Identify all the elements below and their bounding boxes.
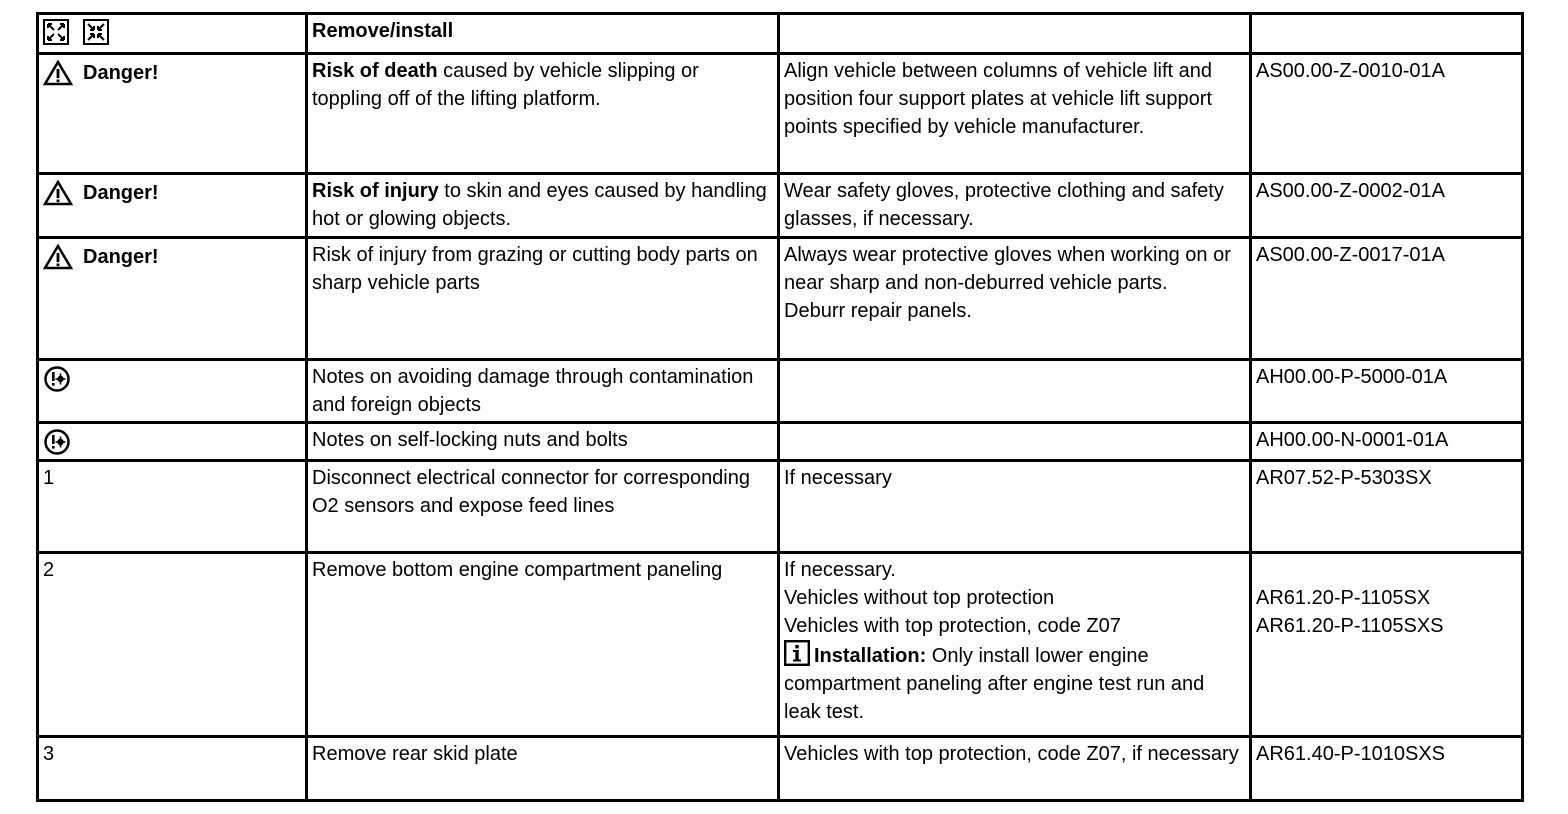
- table-row: [38, 461, 1523, 553]
- action-text: Deburr repair panels.: [784, 300, 972, 322]
- risk-cell: [307, 238, 779, 360]
- action-cell: [779, 423, 1251, 461]
- reference-link[interactable]: AH00.00-N-0001-01A: [1256, 429, 1449, 451]
- action-cell: [779, 737, 1251, 801]
- danger-label: Danger!: [83, 62, 159, 84]
- action-text: Always wear protective gloves when working on or near sharp and non-deburred vehicle parts.: [784, 244, 1231, 294]
- risk-text: caused by vehicle slipping or toppling off of the lifting platform.: [312, 60, 699, 110]
- reference-link[interactable]: AR61.20-P-1105SXS: [1256, 615, 1444, 637]
- step-number-cell: [38, 737, 307, 801]
- action-text: If necessary.: [784, 559, 896, 581]
- table-row: [38, 238, 1523, 360]
- reference-cell: [1251, 553, 1523, 737]
- warning-triangle-icon: [43, 244, 73, 270]
- reference-link[interactable]: AH00.00-P-5000-01A: [1256, 366, 1448, 388]
- hazard-cell: [38, 174, 307, 238]
- action-text: Align vehicle between columns of vehicle lift and position four support plates at vehicle lift support points specified by vehicle manufacturer.: [784, 60, 1213, 138]
- notice-icon: [43, 365, 71, 393]
- description-text: Notes on avoiding damage through contamination and foreign objects: [312, 366, 754, 416]
- reference-link[interactable]: AS00.00-Z-0017-01A: [1256, 244, 1446, 266]
- description-cell: [307, 553, 779, 737]
- step-number: 1: [43, 467, 55, 489]
- risk-text: to skin and eyes caused by handling hot or glowing objects.: [312, 180, 767, 230]
- gear-icon: [83, 19, 109, 45]
- notice-icon: [43, 428, 71, 456]
- action-cell: [779, 238, 1251, 360]
- gear-icon: [43, 19, 69, 45]
- action-cell: [779, 360, 1251, 423]
- action-text: Vehicles with top protection, code Z07, if necessary: [784, 743, 1239, 765]
- action-text: If necessary: [784, 467, 892, 489]
- table-row: [38, 174, 1523, 238]
- description-cell: [307, 737, 779, 801]
- description-text: Disconnect electrical connector for corresponding O2 sensors and expose feed lines: [312, 467, 750, 517]
- reference-link[interactable]: AS00.00-Z-0002-01A: [1256, 180, 1446, 202]
- risk-cell: [307, 54, 779, 174]
- table-row: [38, 360, 1523, 423]
- description-cell: [307, 461, 779, 553]
- action-cell: [779, 461, 1251, 553]
- installation-label: Installation:: [814, 645, 927, 667]
- installation-text: Only install lower engine compartment paneling after engine test run and leak test.: [784, 645, 1205, 723]
- hazard-cell: [38, 54, 307, 174]
- notice-cell: [38, 423, 307, 461]
- reference-link[interactable]: AR07.52-P-5303SX: [1256, 467, 1432, 489]
- installation-note: [784, 640, 1245, 726]
- reference-link[interactable]: AR61.20-P-1105SX: [1256, 587, 1431, 609]
- description-cell: [307, 360, 779, 423]
- action-text: Vehicles with top protection, code Z07: [784, 615, 1121, 637]
- table-row: [38, 54, 1523, 174]
- notice-cell: [38, 360, 307, 423]
- risk-bold: Risk of injury: [312, 180, 439, 202]
- action-cell: [779, 553, 1251, 737]
- warning-triangle-icon: [43, 60, 73, 86]
- header-title-cell: [307, 14, 779, 54]
- info-icon: [784, 640, 810, 666]
- procedure-table: [36, 12, 1524, 802]
- step-number: 2: [43, 559, 55, 581]
- reference-cell: [1251, 461, 1523, 553]
- header-icons-cell: [38, 14, 307, 54]
- header-empty-cell: [779, 14, 1251, 54]
- reference-cell: [1251, 423, 1523, 461]
- warning-triangle-icon: [43, 180, 73, 206]
- step-number-cell: [38, 553, 307, 737]
- header-empty-cell: [1251, 14, 1523, 54]
- step-number-cell: [38, 461, 307, 553]
- description-text: Remove rear skid plate: [312, 743, 518, 765]
- risk-text: Risk of injury from grazing or cutting body parts on sharp vehicle parts: [312, 244, 758, 294]
- table-row: [38, 423, 1523, 461]
- reference-cell: [1251, 737, 1523, 801]
- reference-cell: [1251, 54, 1523, 174]
- reference-link[interactable]: AR61.40-P-1010SXS: [1256, 743, 1446, 765]
- step-number: 3: [43, 743, 55, 765]
- risk-cell: [307, 174, 779, 238]
- reference-cell: [1251, 360, 1523, 423]
- danger-label: Danger!: [83, 246, 159, 268]
- description-text: Remove bottom engine compartment paneling: [312, 559, 723, 581]
- hazard-cell: [38, 238, 307, 360]
- action-cell: [779, 174, 1251, 238]
- reference-cell: [1251, 238, 1523, 360]
- description-cell: [307, 423, 779, 461]
- action-text: Wear safety gloves, protective clothing and safety glasses, if necessary.: [784, 180, 1224, 230]
- danger-label: Danger!: [83, 182, 159, 204]
- description-text: Notes on self-locking nuts and bolts: [312, 429, 628, 451]
- page-title: Remove/install: [312, 20, 454, 42]
- action-text: Vehicles without top protection: [784, 587, 1055, 609]
- risk-bold: Risk of death: [312, 60, 438, 82]
- action-cell: [779, 54, 1251, 174]
- reference-cell: [1251, 174, 1523, 238]
- reference-link[interactable]: AS00.00-Z-0010-01A: [1256, 60, 1446, 82]
- table-row: [38, 553, 1523, 737]
- table-row: [38, 737, 1523, 801]
- table-header-row: [38, 14, 1523, 54]
